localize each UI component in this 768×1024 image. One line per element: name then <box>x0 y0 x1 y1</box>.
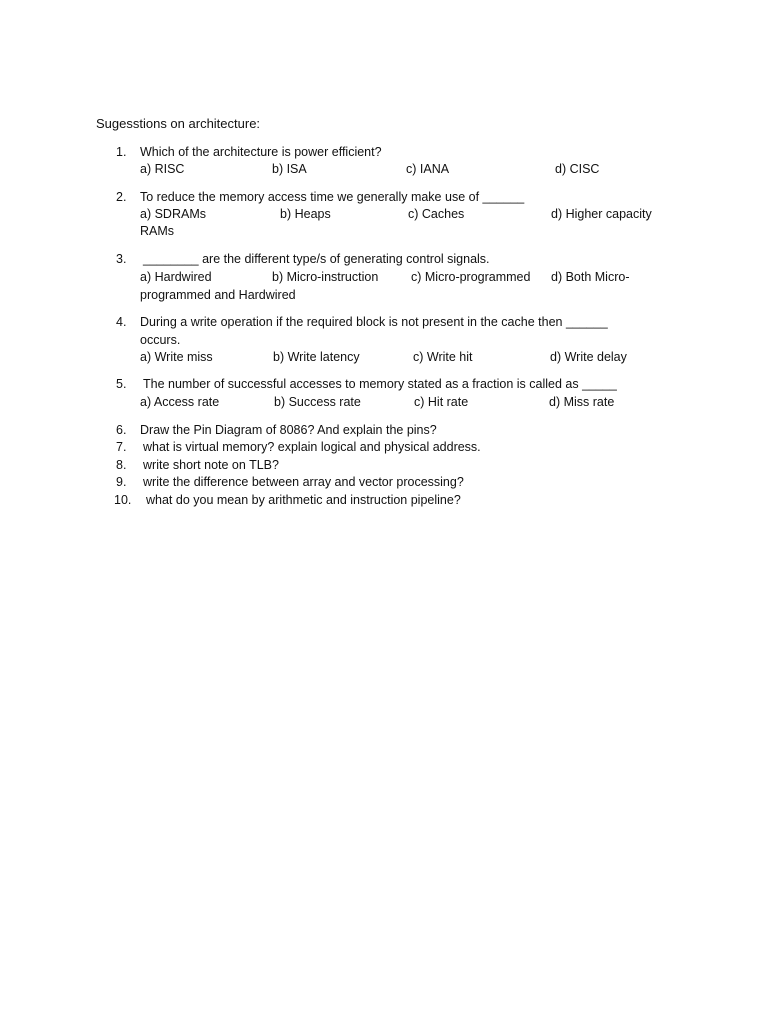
option-b: b) Write latency <box>273 350 360 364</box>
question-text: Draw the Pin Diagram of 8086? And explain the pins? <box>140 423 437 437</box>
option-d: d) Higher capacity <box>551 207 652 221</box>
option-c: c) Hit rate <box>414 395 469 409</box>
question-number: 4. <box>116 315 127 329</box>
option-d: d) CISC <box>555 162 600 176</box>
question-text: During a write operation if the required block is not present in the cache then ______ <box>140 315 608 329</box>
question-number: 2. <box>116 190 127 204</box>
option-c: c) Micro-programmed <box>411 270 531 284</box>
question-text: what do you mean by arithmetic and instruction pipeline? <box>146 493 461 507</box>
question-number: 10. <box>114 493 132 507</box>
option-b: b) Micro-instruction <box>272 270 379 284</box>
option-a: a) Access rate <box>140 395 220 409</box>
question-number: 8. <box>116 458 127 472</box>
option-a: a) Write miss <box>140 350 213 364</box>
option-a: a) RISC <box>140 162 185 176</box>
question-text: write the difference between array and vector processing? <box>143 475 464 489</box>
question-text: Which of the architecture is power efficient? <box>140 145 382 159</box>
option-d: d) Write delay <box>550 350 627 364</box>
page-heading: Sugesstions on architecture: <box>96 116 261 131</box>
question-number: 1. <box>116 145 127 159</box>
option-c: c) Write hit <box>413 350 473 364</box>
option-d: d) Both Micro- <box>551 270 630 284</box>
option-c: c) Caches <box>408 207 465 221</box>
question-text: The number of successful accesses to memory stated as a fraction is called as _____ <box>143 377 617 391</box>
question-text: write short note on TLB? <box>143 458 279 472</box>
question-number: 6. <box>116 423 127 437</box>
question-text: To reduce the memory access time we generally make use of ______ <box>140 190 525 204</box>
question-text: what is virtual memory? explain logical and physical address. <box>143 440 481 454</box>
option-c: c) IANA <box>406 162 450 176</box>
option-b: b) Heaps <box>280 207 331 221</box>
option-d: d) Miss rate <box>549 395 615 409</box>
option-continuation: programmed and Hardwired <box>140 288 296 302</box>
question-text: ________ are the different type/s of generating control signals. <box>143 252 490 266</box>
option-continuation: RAMs <box>140 224 175 238</box>
option-b: b) Success rate <box>274 395 361 409</box>
question-number: 5. <box>116 377 127 391</box>
question-text-continued: occurs. <box>140 333 181 347</box>
question-number: 3. <box>116 252 127 266</box>
option-a: a) Hardwired <box>140 270 212 284</box>
option-b: b) ISA <box>272 162 307 176</box>
question-number: 7. <box>116 440 127 454</box>
option-a: a) SDRAMs <box>140 207 206 221</box>
question-number: 9. <box>116 475 127 489</box>
